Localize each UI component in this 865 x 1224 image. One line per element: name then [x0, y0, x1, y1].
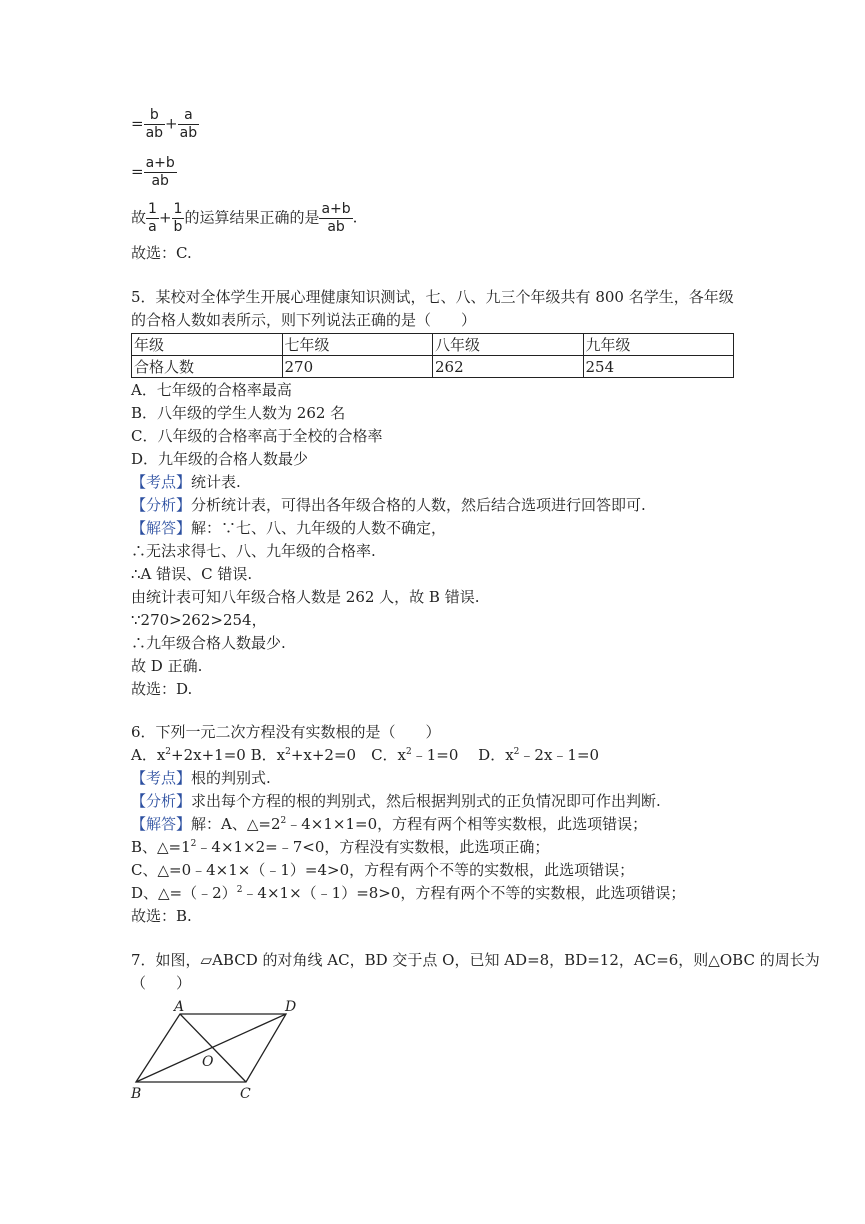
- q6-answer: 故选：B.: [131, 907, 192, 925]
- q5-option-b: B．八年级的学生人数为 262 名: [131, 404, 346, 422]
- q6-line-c: C、△=0﹣4×1×（﹣1）=4>0，方程有两个不等的实数根，此选项错误；: [131, 861, 635, 879]
- q4-conclusion: 故 $\frac{1}{a}$ + $\frac{1}{b}$ 的运算结果正确的是 $\frac{a+b}{ab}$ .: [131, 201, 358, 235]
- q5-stem-line2: 的合格人数如表所示，则下列说法正确的是（ ）: [131, 311, 477, 329]
- q6-options: A．$x^2+2x+1=0$ B．$x^2+x+2=0$ C．$x^2﹣1=0$ D．$x^2﹣2x﹣1=0$: [131, 746, 600, 764]
- q7-stem-line2: （ ）: [131, 974, 192, 992]
- fraction-b-over-ab: $\frac{b}{ab}$: [145, 107, 164, 141]
- q5-line: ∴无法求得七、八、九年级的合格率.: [131, 542, 376, 560]
- fraction-1-over-b: $\frac{1}{b}$: [173, 201, 183, 235]
- equals-sign: =: [131, 162, 144, 181]
- table-cell: 八年级: [433, 334, 584, 356]
- q5-jieda: 【解答】解：∵七、八、九年级的人数不确定，: [131, 519, 447, 537]
- label-c: C: [240, 1086, 251, 1100]
- label-a: A: [174, 999, 185, 1015]
- q6-jieda: 【解答】解：A、$\triangle=2^2﹣4\times 1\times 1=0$，方程有两个相等实数根，此选项错误；: [131, 815, 648, 833]
- table-cell: 262: [433, 356, 584, 378]
- q6-fenxi: 【分析】求出每个方程的根的判别式，然后根据判别式的正负情况即可作出判断.: [131, 792, 661, 810]
- table-cell: 九年级: [583, 334, 734, 356]
- q7-stem-line1: 7．如图，▱ABCD 的对角线 AC，BD 交于点 O，已知 AD=8，BD=12，AC=6，则△OBC 的周长为: [131, 951, 820, 969]
- table-cell: 270: [282, 356, 433, 378]
- q5-option-c: C．八年级的合格率高于全校的合格率: [131, 427, 383, 445]
- q5-kaodian: 【考点】统计表.: [131, 473, 241, 491]
- table-cell: 合格人数: [132, 356, 283, 378]
- q6-kaodian: 【考点】根的判别式.: [131, 769, 271, 787]
- table-cell: 254: [583, 356, 734, 378]
- q5-stem-line1: 5．某校对全体学生开展心理健康知识测试，七、八、九三个年级共有 800 名学生，各年级: [131, 288, 734, 306]
- table-cell: 七年级: [282, 334, 433, 356]
- label-b: B: [131, 1086, 142, 1100]
- label-o: O: [202, 1054, 214, 1070]
- fraction-a-over-ab: $\frac{a}{ab}$: [179, 107, 198, 141]
- q5-line: ∵270>262>254，: [131, 611, 267, 629]
- q4-eq1: [131, 107, 199, 142]
- fraction-1-over-a: $\frac{1}{a}$: [148, 201, 157, 235]
- diagonal-ac: [180, 1014, 246, 1082]
- parallelogram-figure: [128, 996, 303, 1100]
- fraction-aplusb-over-ab: $\frac{a+b}{ab}$: [145, 155, 175, 189]
- q5-fenxi: 【分析】分析统计表，可得出各年级合格的人数，然后结合选项进行回答即可.: [131, 496, 646, 514]
- label-d: D: [285, 999, 297, 1015]
- table-row: [132, 356, 734, 378]
- q5-line: 故 D 正确.: [131, 657, 203, 675]
- q5-line: 由统计表可知八年级合格人数是 262 人，故 B 错误.: [131, 588, 480, 606]
- q4-eq2: [131, 155, 177, 190]
- q6-line-d: D、△=（﹣2）$^2$﹣4×1×（﹣1）=8>0，方程有两个不等的实数根，此选项错误；: [131, 884, 686, 902]
- q5-line: ∴九年级合格人数最少.: [131, 634, 286, 652]
- q6-line-b: B、$\triangle=1^2﹣4\times 1\times 2=﹣7<0$，方程没有实数根，此选项正确；: [131, 838, 550, 856]
- fraction-result: $\frac{a+b}{ab}$: [321, 201, 351, 235]
- q5-answer: 故选：D.: [131, 680, 193, 698]
- q4-answer: 故选：C.: [131, 244, 192, 262]
- q5-table: [131, 333, 734, 378]
- q6-stem: 6．下列一元二次方程没有实数根的是（ ）: [131, 723, 441, 741]
- equals-sign: =: [131, 114, 144, 133]
- q5-option-a: A．七年级的合格率最高: [131, 381, 292, 399]
- table-row: [132, 334, 734, 356]
- q5-option-d: D．九年级的合格人数最少: [131, 450, 309, 468]
- plus-sign: +: [165, 114, 178, 133]
- q5-line: ∴A 错误、C 错误.: [131, 565, 253, 583]
- table-cell: 年级: [132, 334, 283, 356]
